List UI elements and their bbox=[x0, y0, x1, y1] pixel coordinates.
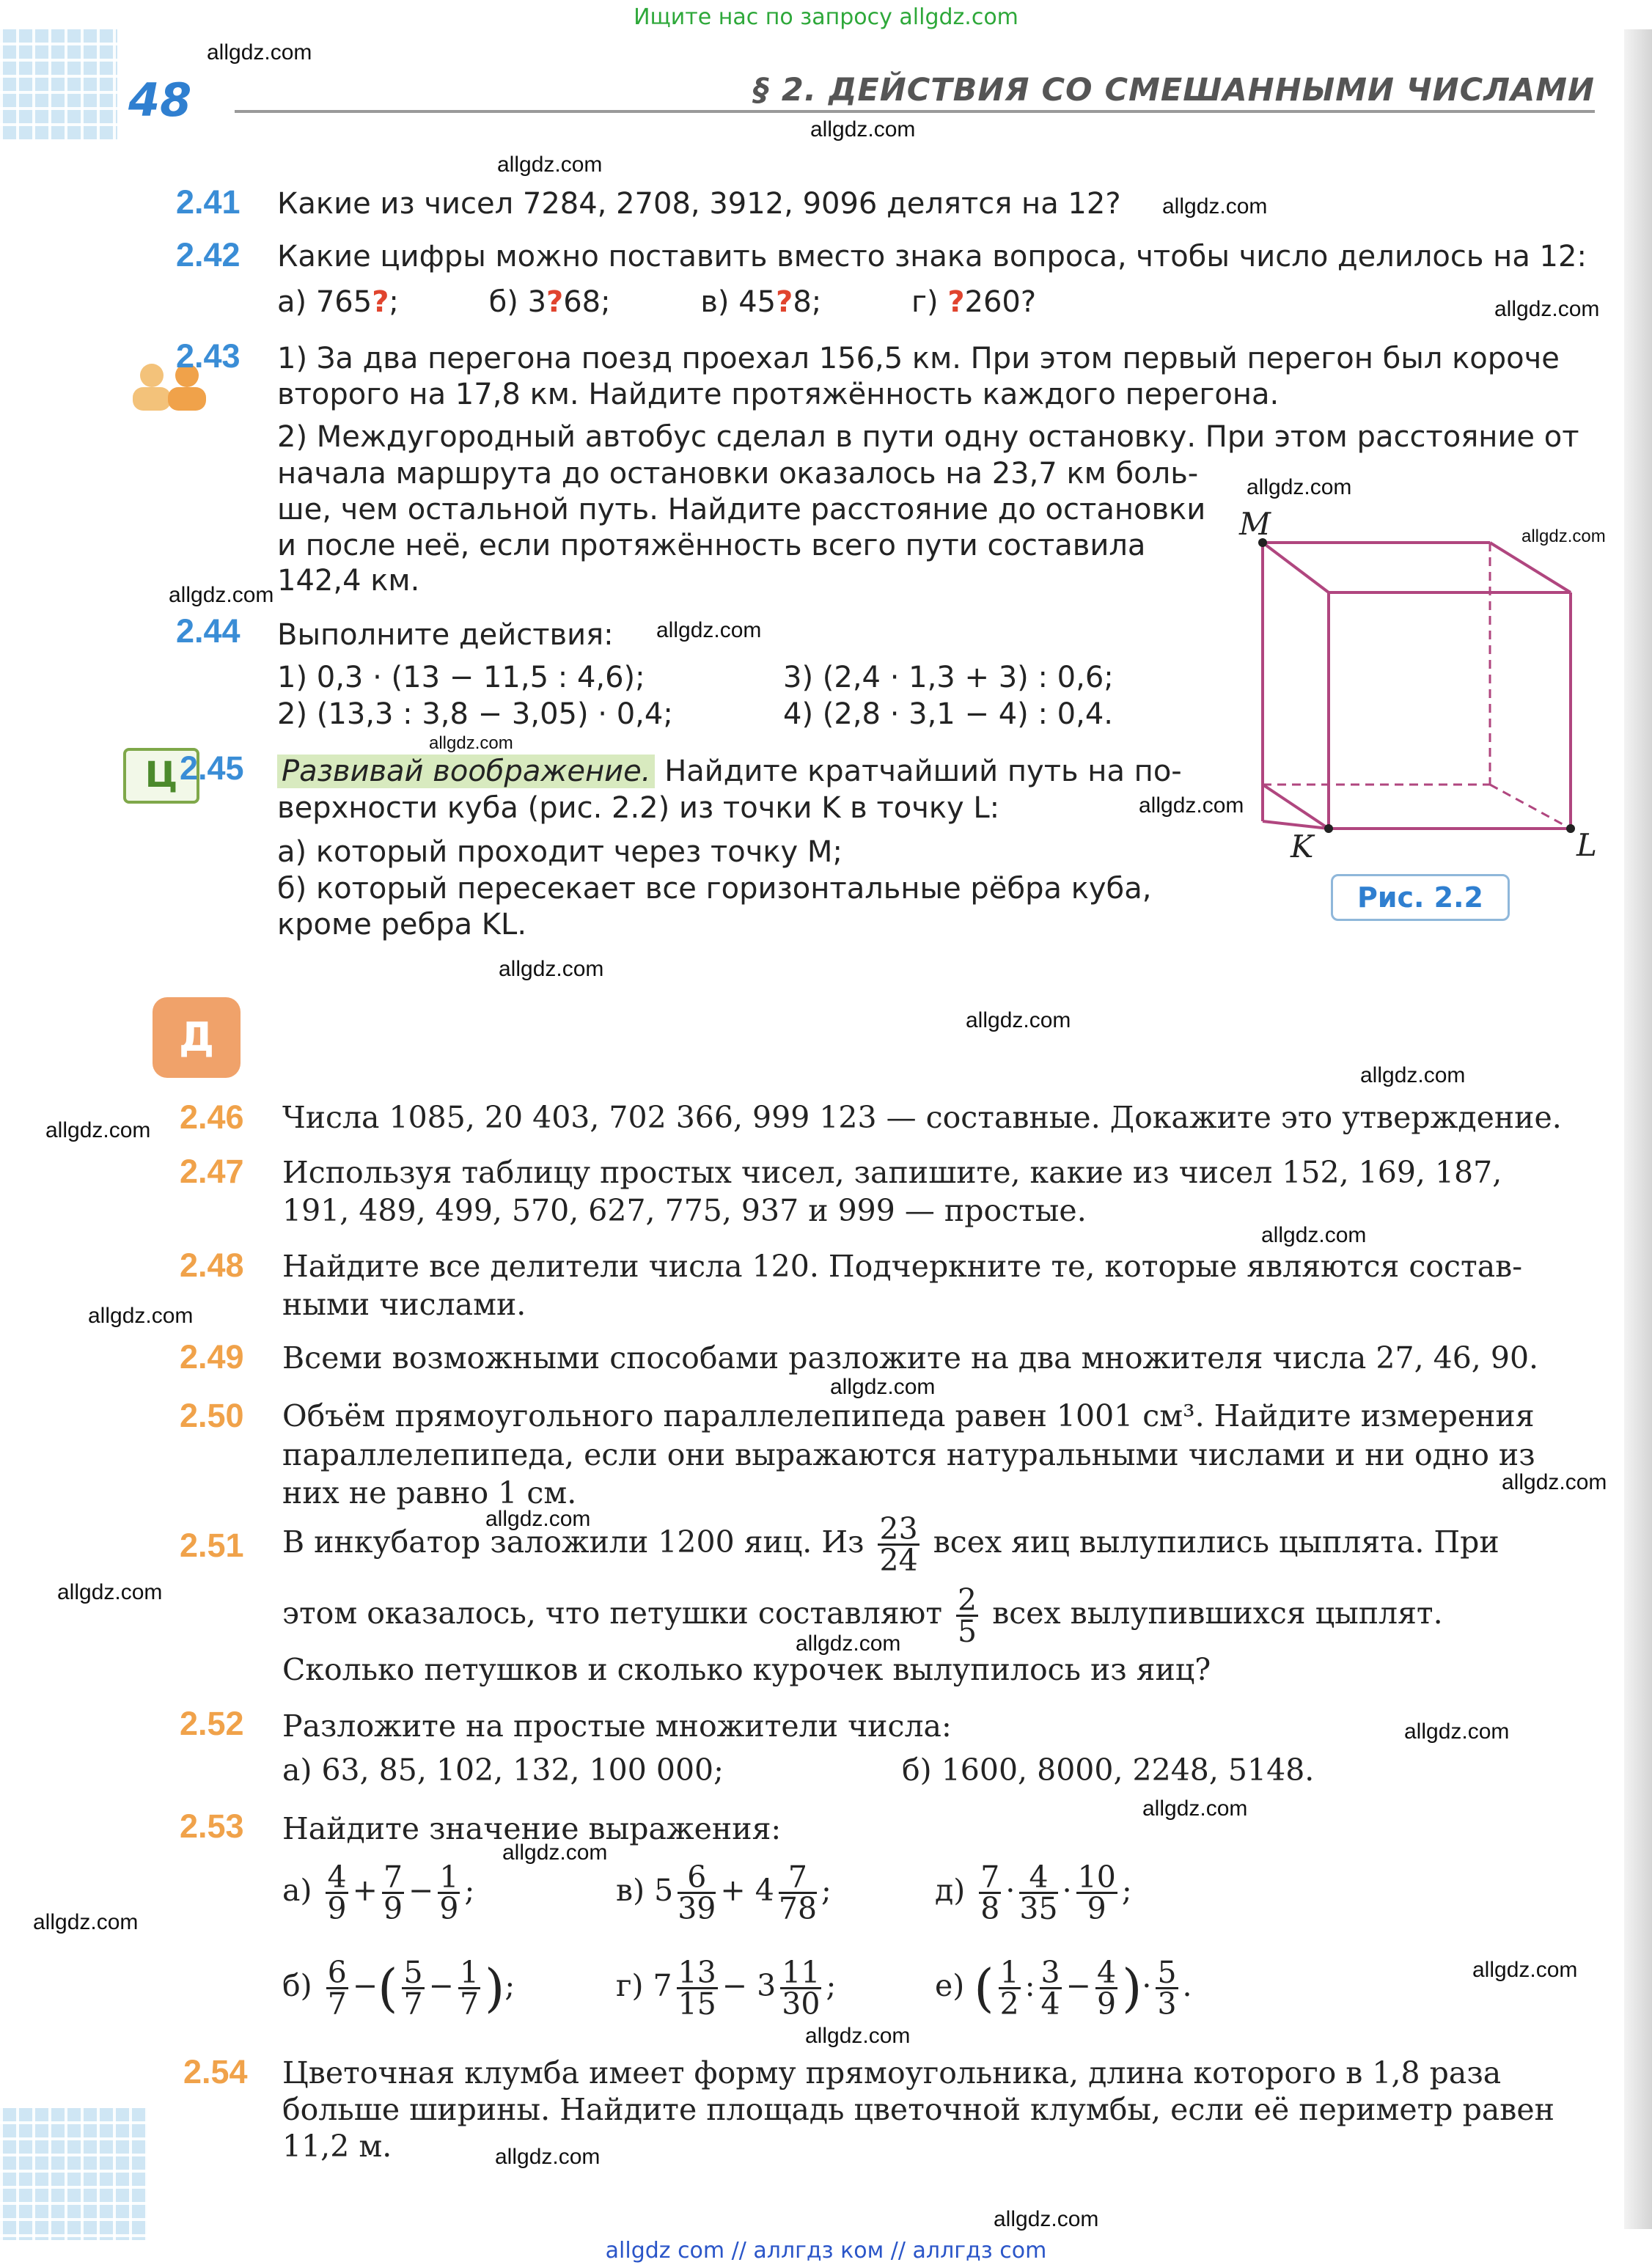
option-c: в) 45?8; bbox=[700, 285, 822, 319]
top-banner[interactable]: Ищите нас по запросу allgdz.com bbox=[634, 4, 1018, 30]
label-k: K bbox=[1291, 829, 1314, 864]
watermark: allgdz.com bbox=[1142, 1796, 1248, 1821]
cube-figure bbox=[1232, 499, 1613, 865]
header-rule bbox=[235, 110, 1595, 113]
expression-a: а) $\frac{4}{9}$ + $\frac{7}{9}$ − $\frac{1}{9}$ ; bbox=[282, 1860, 475, 1926]
problem-option: а) 63, 85, 102, 132, 100 000; bbox=[282, 1752, 724, 1788]
expression-e: е) ( $\frac{1}{2}$ : $\frac{3}{4}$ − $\frac{4}{9}$ )· $\frac{5}{3}$ . bbox=[935, 1955, 1192, 2022]
problem-text: 1) За два перегона поезд проехал 156,5 км. При этом первый перегон был короче bbox=[277, 342, 1560, 375]
watermark: allgdz.com bbox=[499, 957, 604, 981]
problem-number: 2.54 bbox=[183, 2053, 248, 2090]
watermark: allgdz.com bbox=[994, 2207, 1099, 2231]
problem-text: Числа 1085, 20 403, 702 366, 999 123 — составные. Докажите это утверждение. bbox=[282, 1100, 1562, 1135]
watermark: allgdz.com bbox=[33, 1910, 139, 1934]
watermark: allgdz.com bbox=[57, 1580, 163, 1604]
problem-text: начала маршрута до остановки оказалось на 23,7 км боль- bbox=[277, 457, 1199, 491]
label-l: L bbox=[1576, 827, 1597, 863]
watermark: allgdz.com bbox=[1521, 526, 1606, 546]
problem-number: 2.52 bbox=[180, 1705, 244, 1742]
point-l bbox=[1566, 824, 1575, 833]
label-m: M bbox=[1239, 506, 1271, 542]
watermark: allgdz.com bbox=[1502, 1470, 1607, 1494]
expression-v: в) 5 $\frac{6}{39}$ + 4 $\frac{7}{78}$ ; bbox=[616, 1860, 831, 1926]
problem-text: кроме ребра KL. bbox=[277, 908, 527, 941]
fraction: $\frac{2}{5}$ bbox=[958, 1582, 977, 1649]
problem-text: ными числами. bbox=[282, 1287, 526, 1322]
page-number: 48 bbox=[128, 73, 192, 127]
problem-text: Какие из чисел 7284, 2708, 3912, 9096 делятся на 12? bbox=[277, 187, 1121, 221]
problem-text: Найдите значение выражения: bbox=[282, 1811, 782, 1846]
problem-number: 2.42 bbox=[176, 236, 241, 274]
expression: 4) (2,8 · 3,1 − 4) : 0,4. bbox=[783, 697, 1113, 731]
figure-caption: Рис. 2.2 bbox=[1331, 874, 1510, 921]
problem-text: Какие цифры можно поставить вместо знака вопроса, чтобы число делилось на 12: bbox=[277, 240, 1587, 274]
problem-number: 2.46 bbox=[180, 1098, 244, 1136]
problem-text: В инкубатор заложили 1200 яиц. Из $\frac{23}{24}$ всех яиц вылупились цыплята. При bbox=[282, 1511, 1499, 1578]
watermark: allgdz.com bbox=[1494, 297, 1600, 321]
option-a: а) 765?; bbox=[277, 285, 399, 319]
problem-text: параллелепипеда, если они выражаются натуральными числами и ни одно из bbox=[282, 1437, 1535, 1472]
watermark: allgdz.com bbox=[1360, 1063, 1466, 1087]
watermark: allgdz.com bbox=[1139, 793, 1244, 818]
problem-text: Сколько петушков и сколько курочек вылупилось из яиц? bbox=[282, 1652, 1211, 1687]
point-k bbox=[1324, 824, 1333, 833]
problem-text: Развивай воображение. Найдите кратчайший путь на по- bbox=[277, 754, 1182, 789]
problem-text: Цветочная клумба имеет форму прямоугольника, длина которого в 1,8 раза bbox=[282, 2055, 1502, 2090]
watermark: allgdz.com bbox=[45, 1118, 151, 1142]
watermark: allgdz.com bbox=[796, 1631, 901, 1656]
problem-option: б) 1600, 8000, 2248, 5148. bbox=[902, 1752, 1315, 1788]
section-title: § 2. ДЕЙСТВИЯ СО СМЕШАННЫМИ ЧИСЛАМИ bbox=[753, 72, 1595, 109]
problem-text: Найдите все делители числа 120. Подчеркните те, которые являются состав- bbox=[282, 1249, 1523, 1284]
problem-text: Используя таблицу простых чисел, запишите, какие из чисел 152, 169, 187, bbox=[282, 1155, 1502, 1190]
problem-text: верхности куба (рис. 2.2) из точки K в точку L: bbox=[277, 791, 1000, 825]
bottom-banner[interactable]: allgdz com // аллгдз ком // аллгдз com bbox=[605, 2238, 1047, 2264]
problem-text: 11,2 м. bbox=[282, 2129, 392, 2164]
watermark: allgdz.com bbox=[656, 618, 762, 642]
watermark: allgdz.com bbox=[1472, 1958, 1578, 1982]
problem-number: 2.48 bbox=[180, 1247, 244, 1284]
problem-number: 2.50 bbox=[180, 1397, 244, 1434]
watermark: allgdz.com bbox=[88, 1304, 194, 1328]
watermark: allgdz.com bbox=[805, 2024, 911, 2048]
expression: 3) (2,4 · 1,3 + 3) : 0,6; bbox=[783, 661, 1114, 694]
watermark: allgdz.com bbox=[1261, 1223, 1367, 1247]
watermark: allgdz.com bbox=[810, 117, 916, 142]
corner-grid-top bbox=[0, 29, 117, 139]
problem-text: 2) Междугородный автобус сделал в пути одну остановку. При этом расстояние от bbox=[277, 420, 1579, 454]
problem-text: 191, 489, 499, 570, 627, 775, 937 и 999 — простые. bbox=[282, 1193, 1087, 1228]
watermark: allgdz.com bbox=[495, 2145, 601, 2169]
problem-text: них не равно 1 см. bbox=[282, 1475, 577, 1510]
problem-number: 2.47 bbox=[180, 1153, 244, 1190]
watermark: allgdz.com bbox=[830, 1375, 936, 1399]
problem-text: Разложите на простые множители числа: bbox=[282, 1708, 952, 1744]
problem-number: 2.43 bbox=[176, 337, 241, 375]
problem-text: Объём прямоугольного параллелепипеда равен 1001 см³. Найдите измерения bbox=[282, 1398, 1535, 1433]
expression-d: д) $\frac{7}{8}$ · $\frac{4}{35}$ · $\frac{10}{9}$ ; bbox=[935, 1860, 1132, 1926]
watermark: allgdz.com bbox=[169, 583, 274, 607]
page-edge-shadow bbox=[1624, 29, 1652, 2229]
corner-grid-bottom bbox=[0, 2108, 147, 2240]
option-d: г) ?260? bbox=[911, 285, 1037, 319]
problem-options bbox=[277, 284, 1036, 320]
problem-number: 2.45 bbox=[180, 749, 244, 787]
watermark: allgdz.com bbox=[497, 153, 603, 177]
expression: 1) 0,3 · (13 − 11,5 : 4,6); bbox=[277, 661, 645, 694]
watermark: allgdz.com bbox=[429, 733, 513, 753]
problem-text: Выполните действия: bbox=[277, 618, 614, 652]
watermark: allgdz.com bbox=[1404, 1719, 1510, 1744]
expression: 2) (13,3 : 3,8 − 3,05) · 0,4; bbox=[277, 697, 673, 731]
highlight-label: Развивай воображение. bbox=[277, 755, 655, 788]
badge-d: Д bbox=[153, 997, 241, 1078]
expression-b: б) $\frac{6}{7}$ −( $\frac{5}{7}$ − $\frac{1}{7}$ ); bbox=[282, 1955, 515, 2022]
option-b: б) 3?68; bbox=[488, 285, 611, 319]
watermark: allgdz.com bbox=[485, 1507, 591, 1531]
problem-number: 2.49 bbox=[180, 1338, 244, 1376]
problem-text: 142,4 км. bbox=[277, 564, 420, 598]
watermark: allgdz.com bbox=[502, 1840, 608, 1865]
watermark: allgdz.com bbox=[1162, 194, 1268, 219]
problem-text: а) который проходит через точку M; bbox=[277, 835, 842, 869]
problem-text: и после неё, если протяжённость всего пути составила bbox=[277, 529, 1146, 562]
problem-number: 2.51 bbox=[180, 1527, 244, 1564]
problem-text: ше, чем остальной путь. Найдите расстояние до остановки bbox=[277, 493, 1206, 526]
watermark: allgdz.com bbox=[207, 40, 312, 65]
problem-text: второго на 17,8 км. Найдите протяжённость каждого перегона. bbox=[277, 378, 1280, 411]
expression-g: г) 7 $\frac{13}{15}$ − 3 $\frac{11}{30}$ ; bbox=[616, 1955, 837, 2022]
problem-number: 2.41 bbox=[176, 183, 241, 221]
watermark: allgdz.com bbox=[966, 1008, 1071, 1032]
problem-number: 2.44 bbox=[176, 612, 241, 650]
problem-text: Всеми возможными способами разложите на два множителя числа 27, 46, 90. bbox=[282, 1340, 1539, 1376]
problem-text: больше ширины. Найдите площадь цветочной клумбы, если её периметр равен bbox=[282, 2092, 1554, 2127]
problem-text: б) который пересекает все горизонтальные рёбра куба, bbox=[277, 872, 1152, 906]
problem-number: 2.53 bbox=[180, 1807, 244, 1845]
badge-c: Ц bbox=[123, 748, 199, 804]
fraction: $\frac{23}{24}$ bbox=[879, 1511, 918, 1578]
problem-text: этом оказалось, что петушки составляют $\frac{2}{5}$ всех вылупившихся цыплят. bbox=[282, 1582, 1443, 1649]
watermark: allgdz.com bbox=[1247, 475, 1352, 499]
